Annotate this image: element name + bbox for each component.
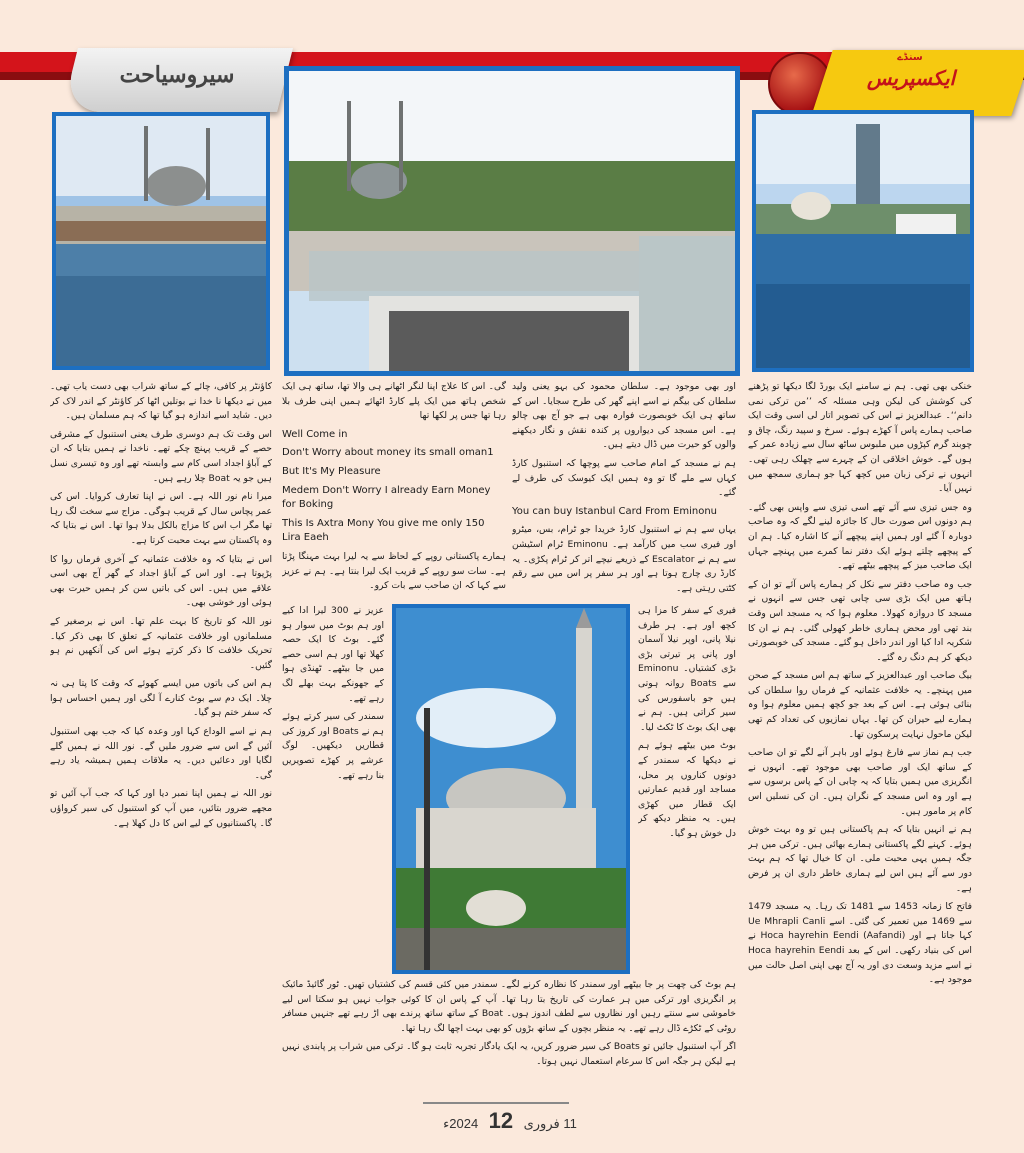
section-title: سیروسیاحت <box>119 62 235 88</box>
photo-square-terrace <box>284 66 740 376</box>
paragraph: گی۔ اس کا علاج اپنا لنگر اٹھانے ہی والا تھا، ساتھ ہی ایک شخص ہاتھ میں ایک پلے کارڈ اٹھائے ہمیں اپنی طرف بلا رہا تھا جس پر لکھا تھا <box>282 381 506 422</box>
paragraph: ہمارے پاکستانی روپے کے لحاظ سے یہ لیرا بہت مہنگا پڑتا ہے۔ سات سو روپے کے قریب ایک لیرا بنتا ہے۔ ہم نے عزیز سے کہا کہ ان صاحب سے بات کرو۔ <box>282 550 506 592</box>
photo-bosphorus-mosque <box>752 110 974 372</box>
paragraph: فیری کے سفر کا مزا ہی کچھ اور ہے۔ ہر طرف نیلا پانی، اوپر نیلا آسمان اور پانی پر تیرتی بڑی بڑی کشتیاں۔ Eminonu سے Boats روانہ ہوتی ہیں جو باسفورس کی سیر کراتی ہیں۔ ہم نے بھی ایک بوٹ کا ٹکٹ لیا۔ <box>638 605 736 733</box>
paragraph: میرا نام نور اللہ ہے۔ اس نے اپنا تعارف کروایا۔ اس کی عمر پچاس سال کے قریب ہوگی۔ مزاج سے سخت لگ رہا تھا مگر اب اس کا مزاج بالکل بدلا ہوا تھا۔ اس نے بتایا کہ وہ پاکستان سے بہت محبت کرتا ہے۔ <box>50 491 272 546</box>
footer-year: 2024ء <box>443 1116 479 1131</box>
paragraph: خنکی بھی تھی۔ ہم نے سامنے ایک بورڈ لگا دیکھا تو پڑھنے کی کوشش کی لیکن وہی مسئلہ کہ ’’من ترکی نمی دانم‘‘۔ عبدالعزیز نے اس کی تصویر اتار لی اسی وقت ایک صاحب ہمارے پاس آ کھڑے ہوئے۔ سرخ و سپید رنگ، چاق و چوبند گرم کپڑوں میں ملبوس ساٹھ سال سے زیادہ عمر کے ہوں گے۔ خوش اخلاقی ان کے چہرے سے چھلک رہی تھی۔ انہوں نے ترکی زبان میں کچھ کہا جو ہماری سمجھ میں نہیں آیا۔ <box>748 381 972 495</box>
paragraph: جب وہ صاحب دفتر سے نکل کر ہمارے پاس آئے تو ان کے ہاتھ میں ایک بڑی سی چابی تھی جس سے انہوں نے مسجد کا دروازہ کھولا۔ معلوم ہوا کہ یہ مسجد اس وقت بند تھی اور محض ہماری خاطر کھولی گئی۔ ہم نے ان کا شکریہ ادا کیا اور اندر داخل ہو گئے۔ مسجد کی خوبصورتی دیکھ کر ہم دنگ رہ گئے۔ <box>748 578 972 663</box>
paragraph: کاؤنٹر پر کافی، چائے کے ساتھ شراب بھی دست یاب تھی۔ میں نے دیکھا نا خدا نے بوتلیں اٹھا کر کاؤنٹر کے اندر لاک کر دیں۔ شاید اسے اندازہ ہو گیا تھا کہ ہم مسلمان ہیں۔ <box>50 381 272 422</box>
paragraph: اس نے بتایا کہ وہ خلافت عثمانیہ کے آخری فرماں روا کا پڑپوتا ہے۔ اور اس کے آباؤ اجداد کے گھر آج بھی اسی علاقے میں ہیں۔ اس کی باتیں سن کر ہمیں حیرت بھی ہوئی اور خوشی بھی۔ <box>50 553 272 609</box>
english-quote: Don't Worry about money its small oman1 <box>282 447 494 459</box>
paragraph: بیگ صاحب اور عبدالعزیز کے ساتھ ہم اس مسجد کے صحن میں پہنچے۔ یہ خلافت عثمانیہ کے فرماں روا سلطان کی بنائی ہوئی ہے۔ اس کے بعد جو کچھ ہمیں معلوم ہوا وہ ہمارے لیے حیران کن تھا۔ یہاں نمازیوں کی تعداد کم تھی لیکن ماحول نہایت پرسکون تھا۔ <box>748 670 972 740</box>
paragraph: اس وقت تک ہم دوسری طرف یعنی استنبول کے مشرقی حصے کے قریب پہنچ چکے تھے۔ ناخدا نے ہمیں بتایا کہ ان کے آباؤ اجداد اسی کام سے وابستہ تھے اور وہ تیسری نسل ہیں جو یہ Boat چلا رہے ہیں۔ <box>50 428 272 484</box>
english-quote: This Is Axtra Mony You give me only 150 Lira Eaeh <box>282 517 485 544</box>
photo-mosque-minaret <box>392 604 630 974</box>
paragraph: فاتح کا زمانہ 1453 سے 1481 تک رہا۔ یہ مسجد 1479 سے 1469 میں تعمیر کی گئی۔ اسے Ue Mhrapli Canli کہا جاتا ہے اور Hoca hayrehin Eendi (Aafandi) نے اس کی بنیاد رکھی۔ اس کے بعد Hoca hayrehin Eendi نے اسے مزید وسعت دی اور یہ آج بھی اپنی اصل حالت میں موجود ہے۔ <box>748 901 972 986</box>
page-footer <box>440 1108 580 1134</box>
page-number: 12 <box>488 1108 514 1133</box>
article-column-1 <box>748 380 972 1108</box>
paragraph: وہ جس تیزی سے آئے تھے اسی تیزی سے واپس بھی گئے۔ ہم دونوں اس صورت حال کا جائزہ لینے لگے کہ وہ صاحب دوبارہ آ گئے اور ہمیں اپنے پیچھے آنے کا اشارہ کیا۔ ہم ان کے پیچھے چلتے ہوئے ایک دفتر نما کمرے میں پہنچے جہاں ایک صاحب میز کے پیچھے بیٹھے تھے۔ <box>748 501 972 572</box>
english-quote: You can buy Istanbul Card From Eminonu <box>512 505 718 517</box>
article-bottom-block <box>282 978 736 1108</box>
paragraph: ہم نے انہیں بتایا کہ ہم پاکستانی ہیں تو وہ بہت خوش ہوئے۔ کہنے لگے پاکستانی ہمارے بھائی ہیں۔ ترکی میں ہر جگہ ہمیں یہی محبت ملی۔ ان کا خیال تھا کہ ہم بہت دور سے آئے ہیں اس لیے ہماری خاطر داری ان پر فرض ہے۔ <box>748 824 972 894</box>
paragraph: ہم نے مسجد کے امام صاحب سے پوچھا کہ استنبول کارڈ کہاں سے ملے گا تو وہ ہمیں ایک کیوسک کی طرف لے گئے۔ <box>512 457 736 499</box>
article-column-2 <box>512 380 736 602</box>
article-column-4 <box>50 380 272 1108</box>
english-quote: Well Come in <box>282 428 348 440</box>
paragraph: ہم بوٹ کی چھت پر جا بیٹھے اور سمندر کا نظارہ کرنے لگے۔ سمندر میں کئی قسم کی کشتیاں تھیں۔ ٹور گائیڈ مائیک پر انگریزی اور ترکی میں ہر عمارت کی تاریخ بتا رہا تھا۔ آپ کے پاس ان کا کوئی جواب نہیں ہو سکتا اس لیے خاموشی سے سنتے رہیں اور نظاروں سے لطف اندوز ہوں۔ Boat کے ساتھ ساتھ پرندے بھی اڑ رہے تھے جنہیں مسافر روٹی کے ٹکڑے ڈال رہے تھے۔ یہ منظر بچوں کے ساتھ بڑوں کو بھی بہت اچھا لگ رہا تھا۔ <box>282 979 736 1034</box>
english-quote: Medem Don't Worry I already Earn Money for Boking <box>282 484 491 511</box>
logo-subtitle: سنڈے <box>897 52 923 63</box>
paragraph: اور بھی موجود ہے۔ سلطان محمود کی بہو یعنی ولید سلطان کی بیگم نے اسے اپنے گھر کی طرح سجایا۔ اس کے ساتھ ہی ایک خوبصورت فوارہ بھی ہے جو آج بھی چالو ہے۔ اس مسجد کی دیواروں پر کندہ نقش و نگار دیکھنے والوں کو حیرت میں ڈال دیتے ہیں۔ <box>512 381 736 451</box>
footer-date: 11 فروری <box>523 1116 577 1131</box>
paragraph: جب ہم نماز سے فارغ ہوئے اور باہر آنے لگے تو ان صاحب کے ساتھ ایک اور صاحب بھی موجود تھے۔ انہوں نے انگریزی میں ہمیں بتایا کہ یہ چابی ان کے پاس برسوں سے ہے اور وہ اس مسجد کے نگران ہیں۔ ان کی نسلیں اس کام پر مامور ہیں۔ <box>748 747 972 817</box>
english-quote: But It's My Pleasure <box>282 465 381 477</box>
paragraph: ہم نے اسے الوداع کہا اور وعدہ کیا کہ جب بھی استنبول آئیں گے اس سے ضرور ملیں گے۔ نور اللہ نے ہمیں گلے لگایا اور دعائیں دیں۔ یہ ملاقات ہمیں ہمیشہ یاد رہے گی۔ <box>50 726 272 781</box>
paragraph: یہاں سے ہم نے استنبول کارڈ خریدا جو ٹرام، بس، میٹرو اور فیری سب میں کارآمد ہے۔ Eminonu ٹرام اسٹیشن سے ہم نے Escalator کے ذریعے نیچے اتر کر ٹرام پکڑی۔ یہ کارڈ ری چارج ہوتا ہے اور ہر سفر پر اس میں سے رقم کٹتی رہتی ہے۔ <box>512 524 736 594</box>
article-column-3 <box>282 380 506 602</box>
logo-text: ایکسپریس <box>866 66 956 90</box>
photo-mosque-bridge <box>52 112 270 370</box>
paragraph: نور اللہ کو تاریخ کا بہت علم تھا۔ اس نے برصغیر کے مسلمانوں اور خلافت عثمانیہ کے تعلق کا بھی ذکر کیا۔ تحریک خلافت کا ذکر کرتے ہوئے اس کی آنکھیں نم ہو گئیں۔ <box>50 615 272 671</box>
footer-rule <box>423 1102 569 1104</box>
paragraph: اگر آپ استنبول جائیں تو Boats کی سیر ضرور کریں، یہ ایک یادگار تجربہ ثابت ہو گا۔ ترکی میں شراب پر پابندی نہیں ہے لیکن ہر جگہ اس کا سرعام استعمال نہیں ہوتا۔ <box>282 1041 736 1067</box>
paragraph: ہم اس کی باتوں میں ایسے کھوئے کہ وقت کا پتا ہی نہ چلا۔ ایک دم سے بوٹ کنارے آ لگی اور ہمیں احساس ہوا کہ سفر ختم ہو گیا۔ <box>50 678 272 719</box>
paragraph: عزیز نے 300 لیرا ادا کیے اور ہم بوٹ میں سوار ہو گئے۔ بوٹ کا ایک حصہ کھلا تھا اور ہم اسی حصے میں جا بیٹھے۔ ٹھنڈی ہوا کے جھونکے بہت بھلے لگ رہے تھے۔ <box>282 605 384 704</box>
paragraph: بوٹ میں بیٹھے ہوئے ہم نے دیکھا کہ سمندر کے دونوں کناروں پر محل، مساجد اور قدیم عمارتیں ایک قطار میں کھڑی ہیں۔ یہ منظر دیکھ کر دل خوش ہو گیا۔ <box>638 740 736 839</box>
paragraph: نور اللہ نے ہمیں اپنا نمبر دیا اور کہا کہ جب آپ آئیں تو مجھے ضرور بتائیں، میں آپ کو استنبول کی سیر کرواؤں گا۔ پاکستانیوں کے لیے اس کا دل کھلا ہے۔ <box>50 788 272 829</box>
paragraph: سمندر کی سیر کرتے ہوئے ہم نے Boats اور کروز کی قطاریں دیکھیں۔ لوگ عرشے پر کھڑے تصویریں بنا رہے تھے۔ <box>282 711 384 781</box>
